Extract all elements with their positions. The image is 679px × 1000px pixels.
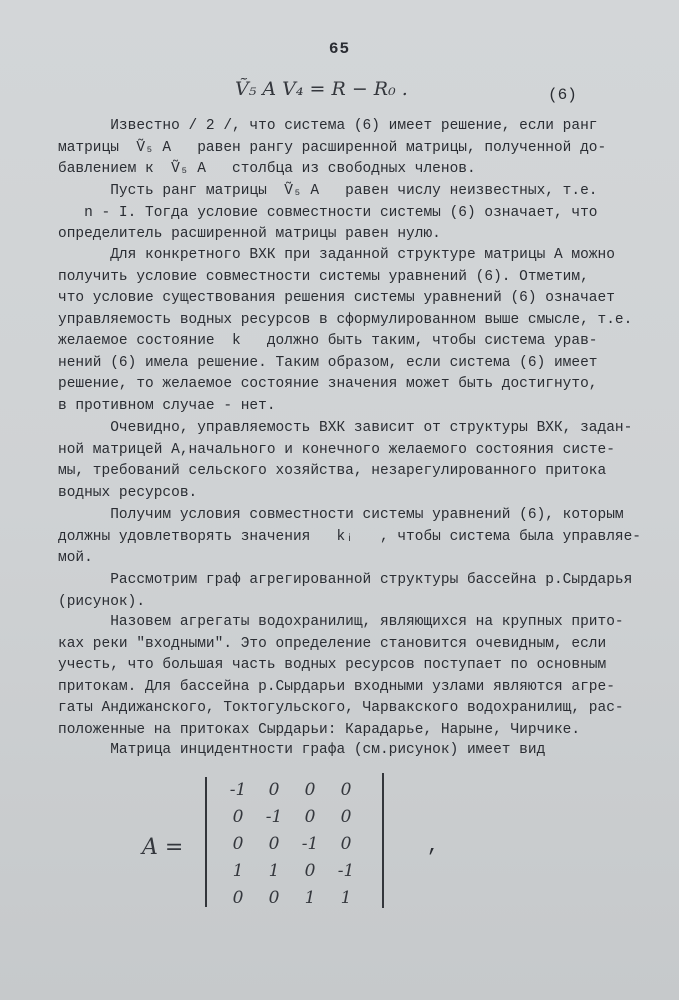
text-line: положенные на притоках Сырдарьи: Карадарье, Нарыне, Чирчике. bbox=[58, 721, 581, 738]
text-line: Пусть ранг матрицы Ṽ₅ A равен числу неизвестных, т.е. bbox=[58, 183, 598, 199]
incidence-matrix bbox=[142, 775, 462, 910]
text-line: гаты Андижанского, Токтогульского, Чарвакского водохранилищ, рас- bbox=[58, 700, 624, 716]
paragraph-5 bbox=[58, 505, 641, 570]
text-line: притокам. Для бассейна р.Сырдарьи входными узлами являются агре- bbox=[58, 678, 615, 695]
text-line: в противном случае - нет. bbox=[58, 397, 276, 414]
matrix-label: A = bbox=[142, 835, 184, 860]
matrix-grid bbox=[220, 779, 364, 910]
text-line: мой. bbox=[58, 550, 93, 566]
text-line: Для конкретного ВХК при заданной структуре матрицы А можно bbox=[58, 247, 615, 263]
matrix-cell: 0 bbox=[304, 807, 316, 827]
matrix-cell: 0 bbox=[268, 780, 280, 800]
paragraph-8 bbox=[58, 740, 618, 762]
text-line: Матрица инцидентности графа (см.рисунок) имеет вид bbox=[58, 742, 546, 758]
text-line: Рассмотрим граф агрегированной структуры бассейна р.Сырдарья bbox=[58, 572, 633, 588]
equation-number: (6) bbox=[548, 86, 577, 104]
matrix-cell: 1 bbox=[304, 888, 316, 908]
text-line: определитель расширенной матрицы равен нулю. bbox=[58, 226, 441, 242]
matrix-cell: 0 bbox=[304, 861, 316, 881]
text-line: учесть, что большая часть водных ресурсов поступает по основным bbox=[58, 657, 607, 673]
matrix-cell: 0 bbox=[340, 780, 352, 800]
paragraph-7 bbox=[58, 612, 624, 741]
text-line: ной матрицей А,начального и конечного желаемого состояния систе- bbox=[58, 441, 615, 458]
text-line: решение, то желаемое состояние значения может быть достигнуто, bbox=[58, 376, 598, 392]
text-line: матрицы Ṽ₅ A равен рангу расширенной матрицы, полученной до- bbox=[58, 139, 607, 156]
text-line: должны удовлетворять значения kᵢ , чтобы система была управляе- bbox=[58, 528, 641, 545]
paragraph-1 bbox=[58, 116, 618, 181]
paragraph-3 bbox=[58, 245, 633, 417]
text-line: что условие существования решения системы уравнений (6) означает bbox=[58, 290, 615, 306]
matrix-cell: -1 bbox=[301, 834, 319, 854]
text-line: ках реки "входными". Это определение становится очевидным, если bbox=[58, 635, 607, 652]
text-line: Очевидно, управляемость ВХК зависит от структуры ВХК, задан- bbox=[58, 420, 633, 436]
matrix-cell: 0 bbox=[340, 834, 352, 854]
text-line: нений (6) имела решение. Таким образом, если система (6) имеет bbox=[58, 354, 598, 371]
matrix-cell: 1 bbox=[232, 861, 244, 881]
matrix-cell: 1 bbox=[340, 888, 352, 908]
matrix-cell: 0 bbox=[304, 780, 316, 800]
paragraph-2 bbox=[58, 181, 618, 246]
matrix-cell: 0 bbox=[340, 807, 352, 827]
text-line: Известно / 2 /, что система (6) имеет решение, если ранг bbox=[58, 118, 598, 134]
matrix-right-bar bbox=[382, 773, 384, 908]
text-line: желаемое состояние k должно быть таким, чтобы система урав- bbox=[58, 333, 598, 349]
equation-6: Ṽ₅ A V₄ = R − R₀ . bbox=[235, 78, 408, 100]
matrix-cell: 0 bbox=[232, 888, 244, 908]
matrix-cell: 0 bbox=[232, 807, 244, 827]
text-line: Получим условия совместности системы уравнений (6), которым bbox=[58, 507, 624, 523]
page-number: 65 bbox=[328, 40, 351, 58]
text-line: Назовем агрегаты водохранилищ, являющихся на крупных прито- bbox=[58, 614, 624, 630]
paragraph-6 bbox=[58, 570, 633, 613]
matrix-comma: , bbox=[427, 835, 440, 858]
text-line: мы, требований сельского хозяйства, незарегулированного притока bbox=[58, 463, 607, 479]
text-line: n - I. Тогда условие совместности системы (6) означает, что bbox=[58, 204, 598, 221]
paragraph-4 bbox=[58, 418, 633, 504]
text-line: получить условие совместности системы уравнений (6). Отметим, bbox=[58, 268, 589, 285]
matrix-cell: 0 bbox=[232, 834, 244, 854]
text-line: водных ресурсов. bbox=[58, 484, 198, 501]
matrix-cell: 0 bbox=[268, 834, 280, 854]
matrix-cell: -1 bbox=[337, 861, 355, 881]
text-line: управляемость водных ресурсов в сформулированном выше смысле, т.е. bbox=[58, 311, 633, 328]
matrix-left-bar bbox=[205, 777, 207, 907]
matrix-cell: 0 bbox=[268, 888, 280, 908]
matrix-cell: 1 bbox=[268, 861, 280, 881]
matrix-cell: -1 bbox=[229, 780, 247, 800]
matrix-cell: -1 bbox=[265, 807, 283, 827]
text-line: (рисунок). bbox=[58, 593, 146, 610]
text-line: бавлением к Ṽ₅ A столбца из свободных членов. bbox=[58, 161, 476, 177]
